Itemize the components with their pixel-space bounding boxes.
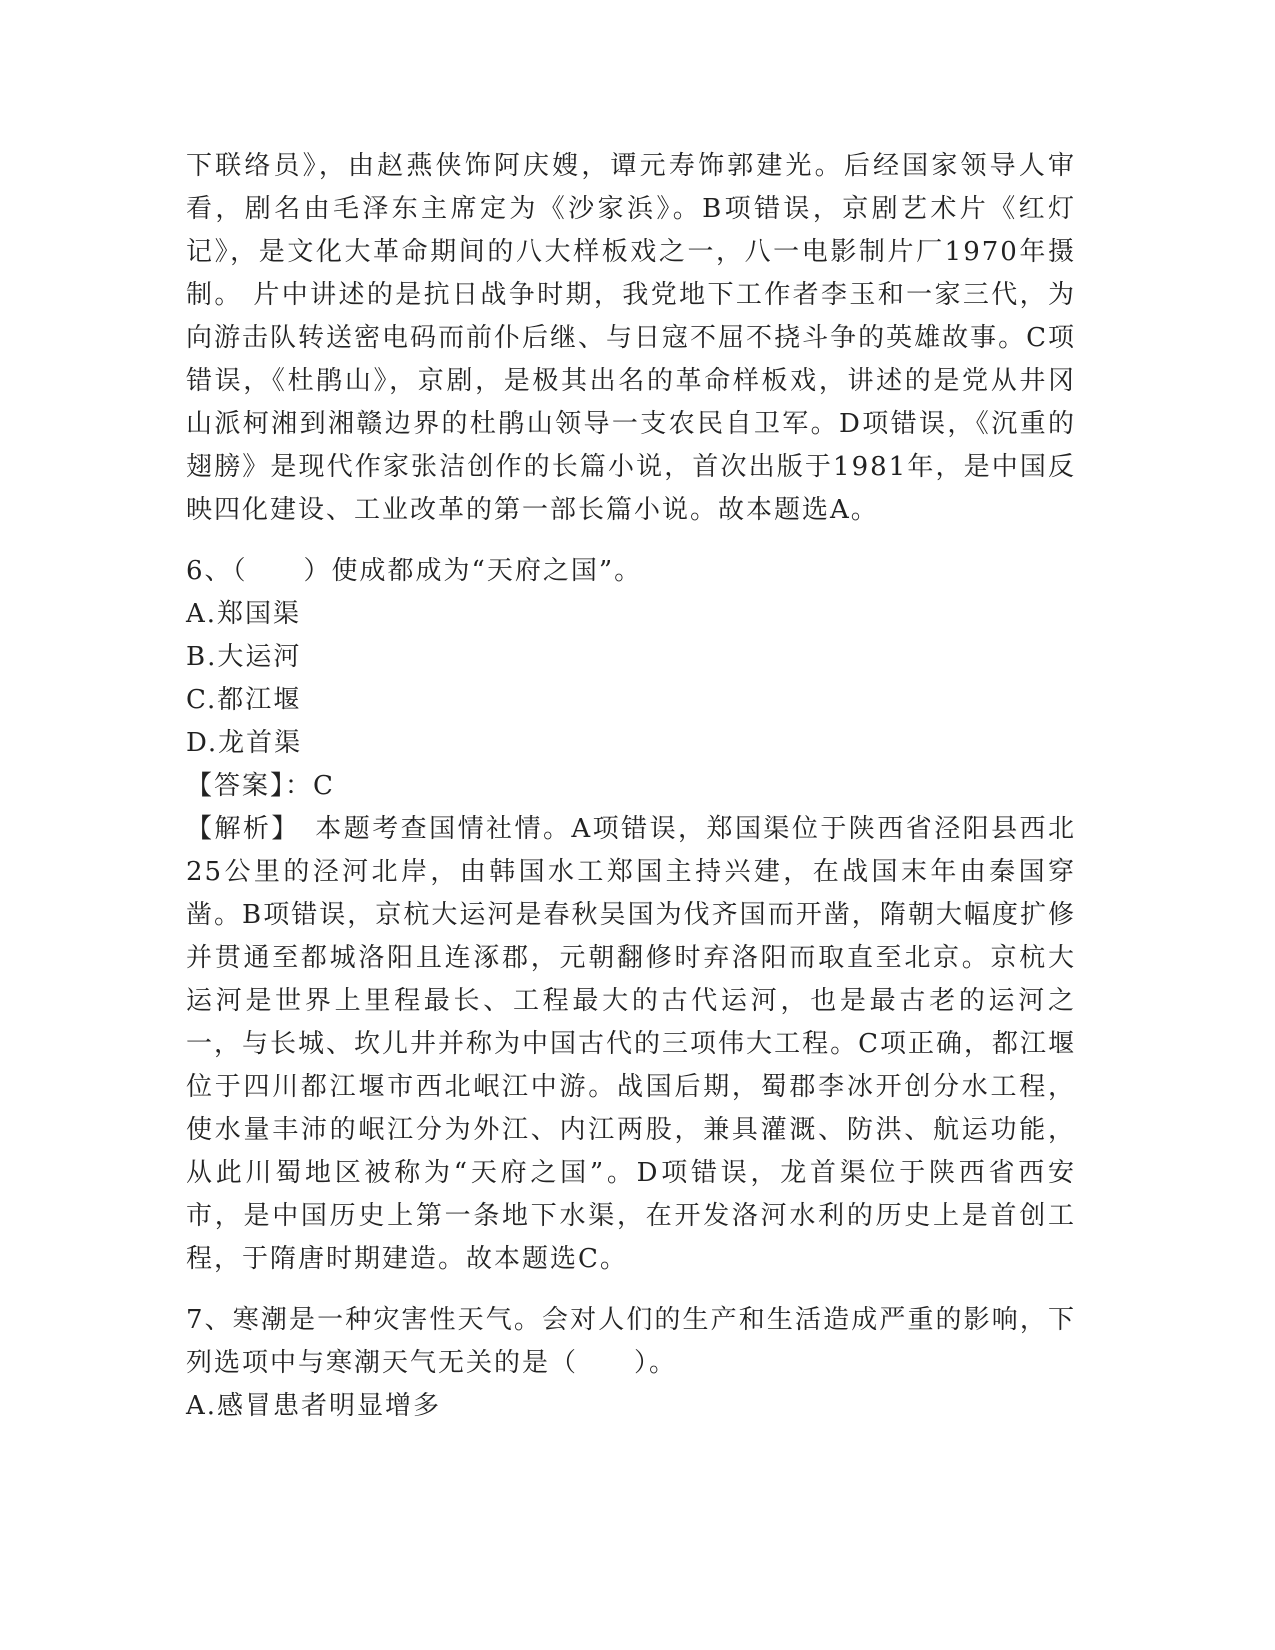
question-6-answer: 【答案】：C [186, 771, 335, 801]
document-page [186, 145, 1076, 1428]
question-6-option-c: C.都江堰 [186, 685, 302, 715]
question-6-option-b: B.大运河 [186, 642, 302, 672]
question-7-option-a: A.感冒患者明显增多 [186, 1391, 442, 1421]
previous-analysis-continuation: 下联络员》，由赵燕侠饰阿庆嫂，谭元寿饰郭建光。后经国家领导人审看，剧名由毛泽东主席定为《沙家浜》。B项错误，京剧艺术片《红灯记》，是文化大革命期间的八大样板戏之一，八一电影制片厂1970年摄制。 片中讲述的是抗日战争时期，我党地下工作者李玉和一家三代，为向游击队转送密电码而前仆后继、与日寇不屈不挠斗争的英雄故事。C项错误，《杜鹃山》，京剧，是极其出名的革命样板戏，讲述的是党从井冈山派柯湘到湘赣边界的杜鹃山领导一支农民自卫军。D项错误，《沉重的翅膀》是现代作家张洁创作的长篇小说，首次出版于1981年，是中国反映四化建设、工业改革的第一部长篇小说。故本题选A。 [186, 151, 1076, 525]
question-6-option-d: D.龙首渠 [186, 728, 303, 758]
question-6-analysis: 【解析】 本题考查国情社情。A项错误，郑国渠位于陕西省泾阳县西北25公里的泾河北岸，由韩国水工郑国主持兴建，在战国末年由秦国穿凿。B项错误，京杭大运河是春秋吴国为伐齐国而开凿，隋朝大幅度扩修并贯通至都城洛阳且连涿郡，元朝翻修时弃洛阳而取直至北京。京杭大运河是世界上里程最长、工程最大的古代运河，也是最古老的运河之一，与长城、坎儿井并称为中国古代的三项伟大工程。C项正确，都江堰位于四川都江堰市西北岷江中游。战国后期，蜀郡李冰开创分水工程，使水量丰沛的岷江分为外江、内江两股，兼具灌溉、防洪、航运功能，从此川蜀地区被称为“天府之国”。D项错误，龙首渠位于陕西省西安市，是中国历史上第一条地下水渠，在开发洛河水利的历史上是首创工程，于隋唐时期建造。故本题选C。 [186, 814, 1076, 1274]
question-6-option-a: A.郑国渠 [186, 599, 302, 629]
question-6 [186, 550, 1076, 1281]
question-6-stem: 6、（ ）使成都成为“天府之国”。 [186, 556, 643, 586]
question-7-stem: 7、寒潮是一种灾害性天气。会对人们的生产和生活造成严重的影响，下列选项中与寒潮天气无关的是（ ）。 [186, 1305, 1076, 1378]
question-7 [186, 1299, 1076, 1428]
